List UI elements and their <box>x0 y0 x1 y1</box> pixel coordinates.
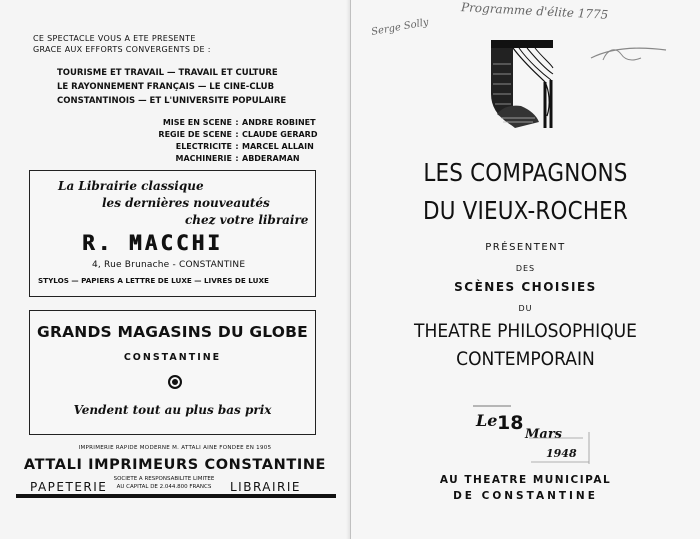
des: DES <box>515 264 536 273</box>
bottom-rule <box>16 494 336 498</box>
ad1-line-1: La Librairie classique <box>58 179 204 193</box>
credit-role: ELECTRICITE <box>175 142 232 151</box>
date-month: Mars <box>525 427 562 442</box>
title-line-1: LES COMPAGNONS <box>423 158 628 187</box>
printer-name: ATTALI IMPRIMEURS CONSTANTINE <box>23 457 327 473</box>
credit-row <box>120 129 320 141</box>
credit-role: MISE EN SCENE <box>162 118 232 127</box>
presentent: PRÉSENTENT <box>485 242 566 253</box>
credit-name: MARCEL ALLAIN <box>242 142 314 151</box>
ad2-store-name: GRANDS MAGASINS DU GLOBE <box>37 323 308 341</box>
credit-role: REGIE DE SCENE <box>158 130 232 139</box>
intro-line-1: CE SPECTACLE VOUS A ETE PRESENTE <box>33 34 196 43</box>
credit-row <box>120 153 320 165</box>
printer-right-word: LIBRAIRIE <box>230 480 302 494</box>
ad1-shop-name: R. MACCHI <box>82 231 223 255</box>
printer-company-line-2: AU CAPITAL DE 2.044.800 FRANCS <box>116 484 212 490</box>
printer-company-line-1: SOCIETE A RESPONSABILITE LIMITEE <box>113 476 215 482</box>
ad1-products: STYLOS — PAPIERS A LETTRE DE LUXE — LIVRES DE LUXE <box>38 276 269 285</box>
ad1-address: 4, Rue Brunache - CONSTANTINE <box>92 260 246 270</box>
bullet-dot-icon <box>168 375 182 389</box>
credit-sep: : <box>235 142 239 151</box>
date-frame <box>471 402 601 467</box>
date-le: Le <box>476 411 498 430</box>
ad-librairie-macchi <box>29 170 316 297</box>
ad2-city: CONSTANTINE <box>123 352 222 363</box>
credit-sep: : <box>235 118 239 127</box>
printer-left-word: PAPETERIE <box>30 480 108 494</box>
sponsor-line-3: CONSTANTINOIS — ET L'UNIVERSITE POPULAIRE <box>57 96 287 106</box>
intro-line-2: GRACE AUX EFFORTS CONVERGENTS DE : <box>33 45 211 54</box>
ad2-slogan: Vendent tout au plus bas prix <box>73 403 272 417</box>
handwritten-scribble <box>581 40 671 70</box>
sponsor-line-1: TOURISME ET TRAVAIL — TRAVAIL ET CULTURE <box>57 68 278 78</box>
title-line-2: DU VIEUX-ROCHER <box>422 196 629 225</box>
ad1-line-3: chez votre libraire <box>185 213 309 227</box>
theatre-line-2: CONTEMPORAIN <box>456 348 595 370</box>
credit-sep: : <box>235 130 239 139</box>
handwritten-note-top: Programme d'élite 1775 <box>460 0 609 22</box>
credit-name: ANDRE ROBINET <box>242 118 316 127</box>
date-day: 18 <box>497 412 524 434</box>
credit-role: MACHINERIE <box>175 154 232 163</box>
ad1-line-2: les dernières nouveautés <box>102 196 270 210</box>
credit-name: ABDERAMAN <box>242 154 300 163</box>
ad-grands-magasins <box>29 310 316 435</box>
printer-note: IMPRIMERIE RAPIDE MODERNE M. ATTALI AINE FONDEE EN 1905 <box>78 445 272 451</box>
venue-line-1: AU THEATRE MUNICIPAL <box>439 474 612 486</box>
du: DU <box>518 304 533 313</box>
theatre-curtain-emblem-icon <box>485 34 557 130</box>
credit-sep: : <box>235 154 239 163</box>
credit-row <box>120 141 320 153</box>
venue-line-2: DE CONSTANTINE <box>453 490 598 502</box>
credit-name: CLAUDE GERARD <box>242 130 318 139</box>
credit-row <box>120 117 320 129</box>
theatre-line-1: THEATRE PHILOSOPHIQUE <box>414 320 637 342</box>
credits-list <box>120 117 320 165</box>
handwritten-note-left: Serge Solly <box>370 17 430 38</box>
sponsor-line-2: LE RAYONNEMENT FRANÇAIS — LE CINE-CLUB <box>57 82 275 92</box>
date-year: 1948 <box>546 447 577 460</box>
scenes-choisies: SCÈNES CHOISIES <box>454 280 597 294</box>
